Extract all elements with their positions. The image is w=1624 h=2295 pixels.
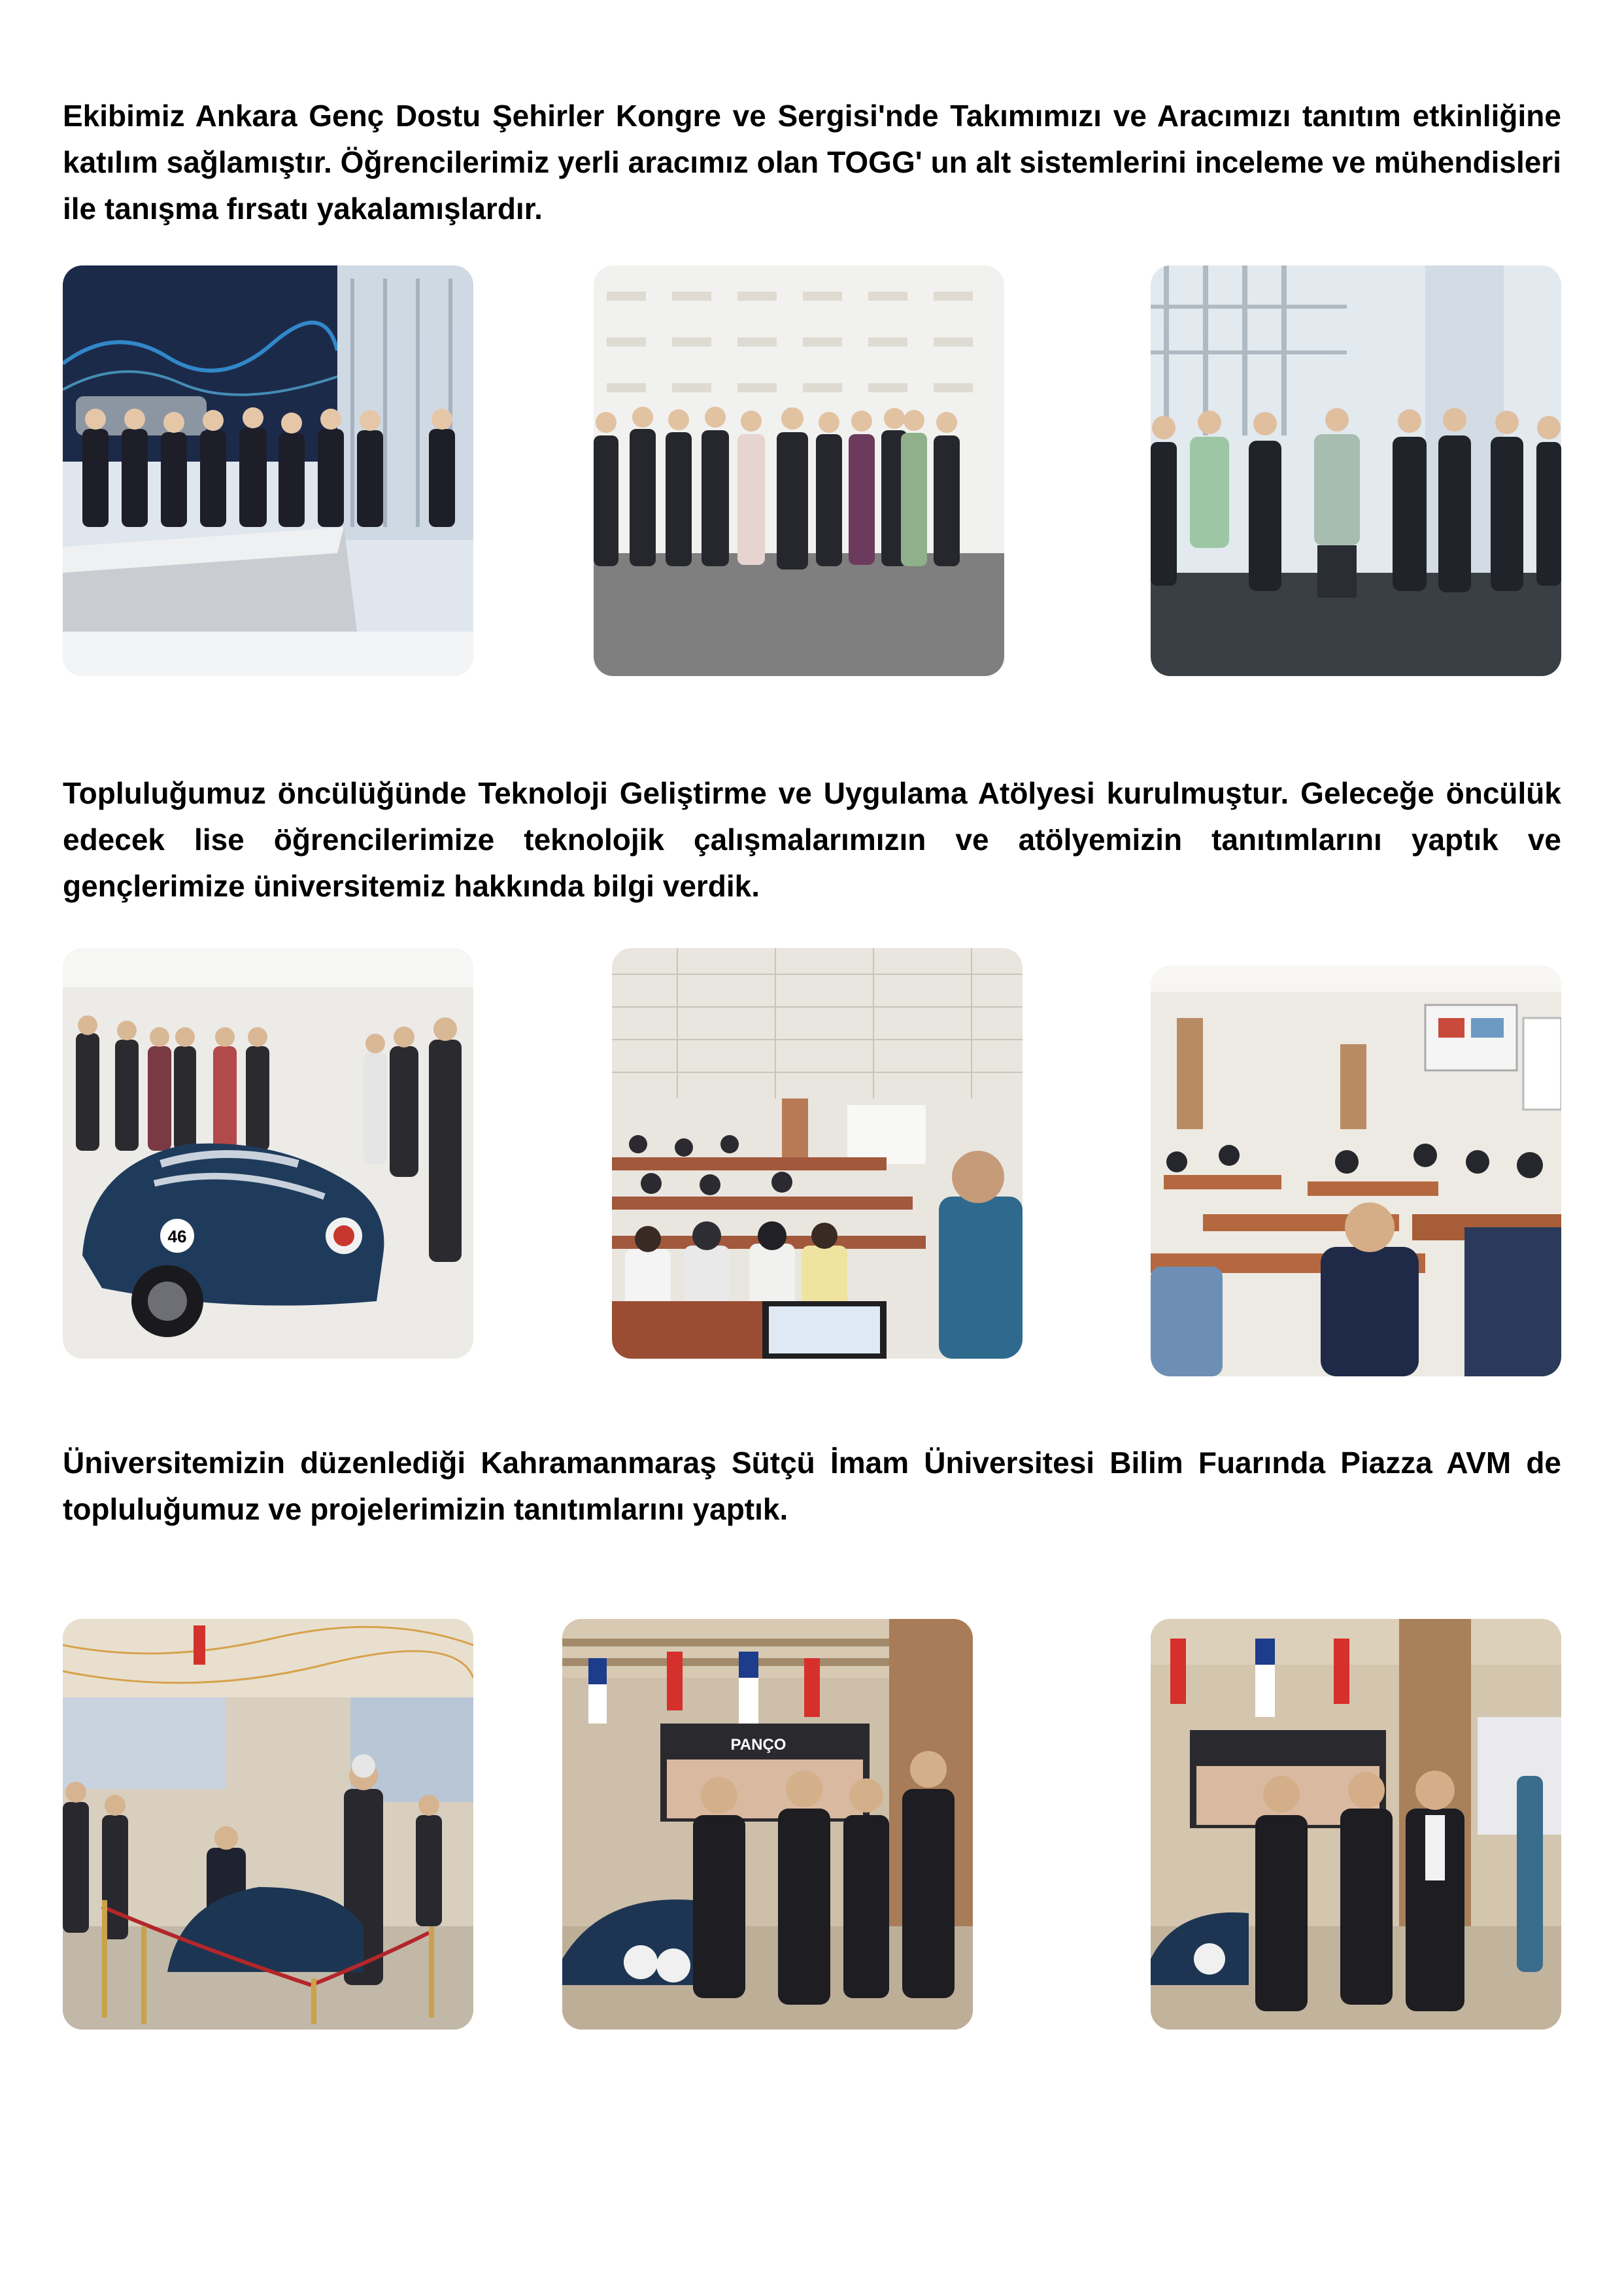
photo-car-with-students: [63, 948, 473, 1359]
paragraph-workshop: Topluluğumuz öncülüğünde Teknoloji Geliştirme ve Uygulama Atölyesi kurulmuştur. Geleceğe öncülük edecek lise öğrencilerimize teknolojik çalışmalarımızın ve atölyemizin tanıtımlarını yaptık ve gençlerimize üniversitemiz hakkında bilgi verdik.: [63, 776, 1561, 903]
photo-mall-visitors-panco: [562, 1619, 973, 2030]
paragraph-science-fair: Üniversitemizin düzenlediği Kahramanmaraş Sütçü İmam Üniversitesi Bilim Fuarında Piazza AVM de topluluğumuz ve projelerimizin tanıtımlarını yaptık.: [63, 1446, 1561, 1526]
photo-classroom-presentation: [612, 948, 1023, 1359]
photo-mall-car-display: [63, 1619, 473, 2030]
paragraph-ankara-congress: Ekibimiz Ankara Genç Dostu Şehirler Kongre ve Sergisi'nde Takımımızı ve Aracımızı tanıtım etkinliğine katılım sağlamıştır. Öğrencilerimiz yerli aracımız olan TOGG' un alt sistemlerini inceleme ve mühendisleri ile tanışma fırsatı yakalamışlardır.: [63, 99, 1561, 226]
photo-mall-officials: [1151, 1619, 1561, 2030]
photo-group-press-wall: [594, 265, 1004, 676]
store-sign-text: PANÇO: [730, 1736, 787, 1754]
photo-togg-chassis-exhibit: [63, 265, 473, 676]
car-number-label: 46: [167, 1227, 187, 1246]
photo-group-atrium: [1151, 265, 1561, 676]
photo-classroom-students: [1151, 966, 1561, 1376]
